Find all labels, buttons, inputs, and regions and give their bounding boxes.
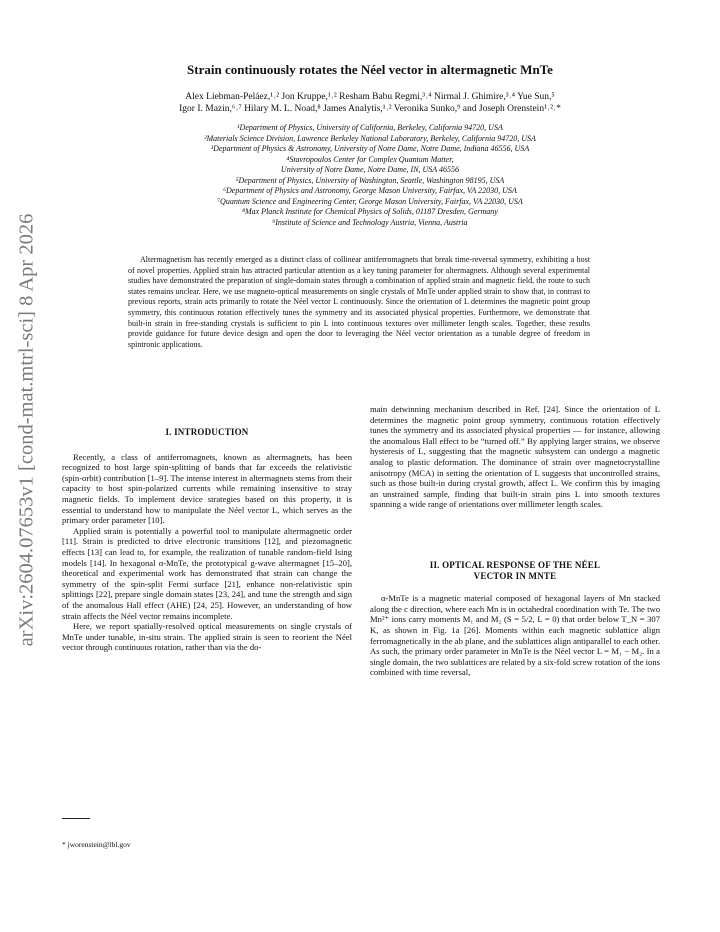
affiliation: ⁸Max Planck Institute for Chemical Physics of Solids, 01187 Dresden, Germany — [242, 207, 498, 216]
author-line: Alex Liebman-Peláez,¹˒² Jon Kruppe,¹˒² Resham Babu Regmi,³˒⁴ Nirmal J. Ghimire,³˒⁴ Yue Sun,⁵ — [185, 92, 555, 102]
author-list — [70, 91, 670, 115]
right-column — [370, 404, 660, 678]
abstract-text: Altermagnetism has recently emerged as a distinct class of collinear antiferromagnets that break time-reversal symmetry, exhibiting a host of novel properties. Applied strain has attracted particular attention as a key tuning parameter for altermagnets. Although several experimental studies have demonstrated the preparation of single-domain states through a combination of applied strain and magnetic field, the route to such states remains unclear. Here, we use magneto-optical measurements on single crystals of MnTe under applied strain to show that, in contrast to previous reports, strain acts primarily to rotate the Néel vector L continuously. Since the orientation of L determines the magnetic point group symmetry, this continuous rotation effectively tunes the symmetry and its associated physical properties. Furthermore, we demonstrate that built-in strain in free-standing crystals is sufficient to pin L into continuous textures over millimeter length scales. Together, these results provide guidance for future device design and open the door to leveraging the Néel vector orientation as a tunable degree of freedom in spintronic applications. — [128, 255, 590, 349]
paragraph: Recently, a class of antiferromagnets, known as altermagnets, has been recognized to host large spin-splitting of bands that far exceeds the relativistic (spin-orbit) contribution [1–9]. The intense interest in altermagnets stems from their capacity to host spin-polarized currents while remaining insensitive to stray magnetic fields. To implement device strategies based on this property, it is essential to understand how to manipulate the Néel vector L, which serves as the primary order parameter [10]. — [62, 451, 352, 526]
paragraph: Here, we report spatially-resolved optical measurements on single crystals of MnTe under tunable, in-situ strain. The applied strain is seen to reorient the Néel vector through continuous rotation, rather than via the do- — [62, 621, 352, 653]
affiliation: ⁶Department of Physics and Astronomy, George Mason University, Fairfax, VA 22030, USA — [223, 186, 517, 195]
affiliation: ²Materials Science Division, Lawrence Berkeley National Laboratory, Berkeley, California 94720, USA — [204, 133, 536, 143]
affiliation: ⁵Department of Physics, University of Washington, Seattle, Washington 98195, USA — [235, 175, 505, 185]
footnote-rule — [62, 818, 90, 819]
left-column — [62, 427, 352, 653]
section-heading-optical-response — [370, 560, 660, 581]
arxiv-identifier: arXiv:2604.07653v1 [cond-mat.mtrl-sci] 8 Apr 2026 — [15, 213, 38, 647]
paragraph: Applied strain is potentially a powerful tool to manipulate altermagnetic order [11]. Strain is predicted to drive electronic transitions [12], and piezomagnetic effects [13] can lead to, for example, the realization of tunable random-field Ising models [14]. In hexagonal α-MnTe, the prototypical g-wave altermagnet [15–20], theoretical and experimental work has demonstrated that strain can change the symmetry of the spin-split Fermi surface [21], enhance non-relativistic spin splittings [22], prepare single domain states [23, 24], and tune the strength and sign of the anomalous Hall effect (AHE) [24, 25]. However, an understanding of how strain affects the Néel vector remains incomplete. — [62, 525, 352, 621]
affiliation-list — [70, 123, 670, 228]
affiliation: ⁴Stavropoulos Center for Complex Quantum Matter, — [286, 154, 454, 164]
section-heading-introduction: I. INTRODUCTION — [165, 427, 249, 437]
affiliation: University of Notre Dame, Notre Dame, IN, USA 46556 — [280, 165, 460, 174]
arxiv-sidebar — [2, 200, 52, 660]
author-line: Igor I. Mazin,⁶˒⁷ Hilary M. L. Noad,⁸ James Analytis,¹˒² Veronika Sunko,⁹ and Joseph Orenstein¹˒²˒* — [179, 104, 561, 114]
affiliation: ³Department of Physics & Astronomy, University of Notre Dame, Notre Dame, Indiana 46556, USA — [210, 144, 530, 153]
affiliation: ⁹Institute of Science and Technology Austria, Vienna, Austria — [272, 217, 468, 227]
paragraph: main detwinning mechanism described in Ref. [24]. Since the orientation of L determines the magnetic point group symmetry, continuous rotation effectively tunes the symmetry and its associated physical properties — for instance, allowing the anomalous Hall effect to be “turned off.” By applying larger strains, we observe hysteresis of L, suggesting that the magnetic subsystem can undergo a magnetic analog to plastic deformation. The dominance of strain over magnetocrystalline anisotropy (MCA) in setting the orientation of L suggests that uncontrolled strains, such as those built-in during crystal growth, affect L. We confirm this by imaging an unstrained sample, finding that built-in strain pins L into smooth textures spanning a wide range of orientations over millimeter length scales. — [370, 404, 660, 510]
section-heading-line: VECTOR IN MNTE — [473, 570, 557, 581]
affiliation: ⁷Quantum Science and Engineering Center, George Mason University, Fairfax, VA 22030, USA — [217, 196, 523, 206]
paper-title: Strain continuously rotates the Néel vector in altermagnetic MnTe — [187, 62, 553, 77]
paragraph: α-MnTe is a magnetic material composed of hexagonal layers of Mn stacked along the c direction, where each Mn is in octahedral coordination with Te. The two Mn²⁺ ions carry moments M₁ and M₂ (S = 5/2, L = 0) that order below T_N = 307 K, as shown in Fig. 1a [26]. Moments within each magnetic sublattice align ferromagnetically in the ab plane, and the sublattices align antiparallel to each other. As such, the primary order parameter in MnTe is the Néel vector L = M₁ − M₂. In a single domain, the two sublattices are related by a six-fold screw rotation of the ions combined with time reversal, — [370, 593, 660, 678]
section-heading-line: II. OPTICAL RESPONSE OF THE NÉEL — [429, 559, 601, 570]
abstract — [128, 255, 590, 350]
affiliation: ¹Department of Physics, University of California, Berkeley, California 94720, USA — [237, 123, 503, 132]
footnote-email: * jworenstein@lbl.gov — [62, 840, 131, 849]
